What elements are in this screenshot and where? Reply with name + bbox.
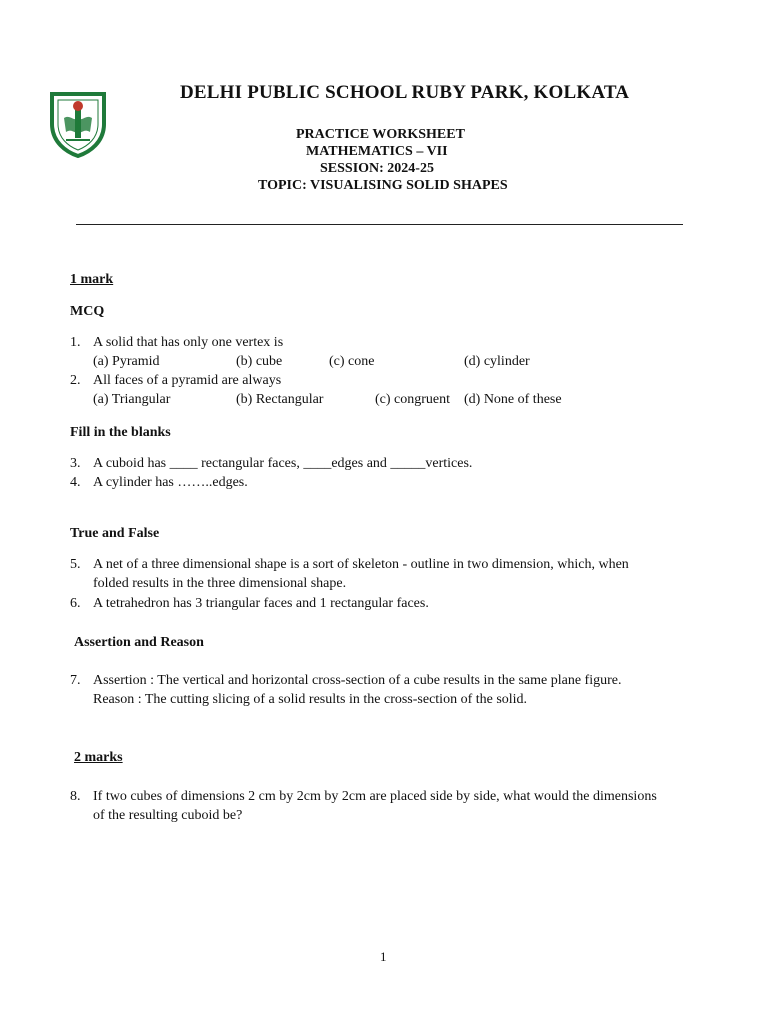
section-two-marks: 2 marks [74,750,123,765]
question-text: A cuboid has ____ rectangular faces, ____edges and _____vertices. [93,456,473,471]
question-text-continued: folded results in the three dimensional shape. [93,576,347,591]
question-number: 7. [70,673,81,688]
question-text: A solid that has only one vertex is [93,335,284,350]
option-c: (c) congruent [375,392,451,407]
topic-line: TOPIC: VISUALISING SOLID SHAPES [258,178,508,193]
section-one-mark: 1 mark [70,272,114,287]
question-number: 1. [70,335,81,350]
question-text: A net of a three dimensional shape is a sort of skeleton - outline in two dimension, which, when [93,557,629,572]
option-b: (b) Rectangular [236,392,324,407]
question-number: 5. [70,557,81,572]
header-divider [76,224,683,225]
question-text: All faces of a pyramid are always [93,373,282,388]
worksheet-title: PRACTICE WORKSHEET [296,127,465,142]
question-text: If two cubes of dimensions 2 cm by 2cm by 2cm are placed side by side, what would the dimensions [93,789,657,804]
section-true-false: True and False [70,526,160,541]
section-fill-blanks: Fill in the blanks [70,425,171,440]
section-assertion-reason: Assertion and Reason [74,635,204,650]
reason-text: Reason : The cutting slicing of a solid results in the cross-section of the solid. [93,692,528,707]
question-number: 3. [70,456,81,471]
option-c: (c) cone [329,354,375,369]
school-name: DELHI PUBLIC SCHOOL RUBY PARK, KOLKATA [180,82,630,103]
option-d: (d) cylinder [464,354,530,369]
option-b: (b) cube [236,354,283,369]
question-number: 4. [70,475,81,490]
assertion-text: Assertion : The vertical and horizontal cross-section of a cube results in the same plane figure. [93,673,622,688]
question-text: A tetrahedron has 3 triangular faces and 1 rectangular faces. [93,596,429,611]
option-a: (a) Triangular [93,392,171,407]
option-a: (a) Pyramid [93,354,160,369]
option-d: (d) None of these [464,392,562,407]
question-number: 2. [70,373,81,388]
question-number: 8. [70,789,81,804]
school-logo [46,88,110,158]
subject-line: MATHEMATICS – VII [306,144,448,159]
question-number: 6. [70,596,81,611]
question-text: A cylinder has ……..edges. [93,475,248,490]
question-text-continued: of the resulting cuboid be? [93,808,243,823]
section-mcq: MCQ [70,304,105,319]
page-number: 1 [380,949,387,964]
session-line: SESSION: 2024-25 [320,161,434,176]
